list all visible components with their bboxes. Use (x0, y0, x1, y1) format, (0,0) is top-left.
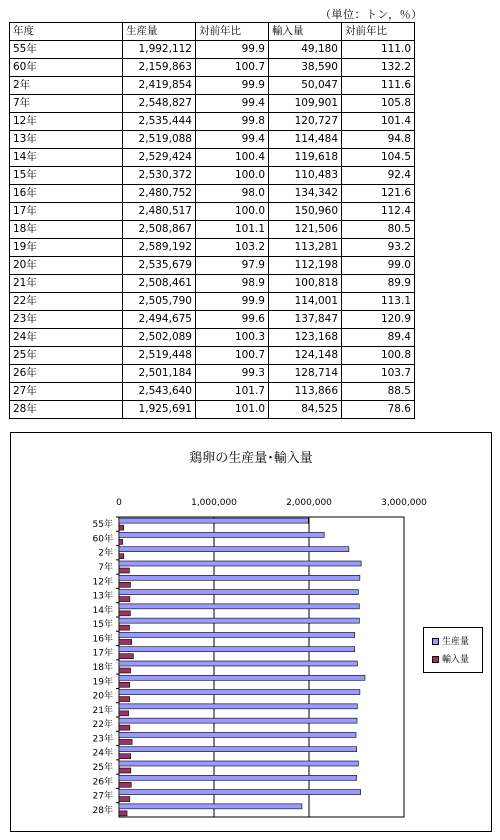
table-row (10, 401, 415, 419)
bar-import (119, 697, 130, 702)
cell-year: 7年 (10, 95, 123, 113)
bar-production (119, 790, 361, 795)
bar-chart (11, 433, 491, 831)
cell-production-yoy: 99.9 (196, 77, 269, 95)
category-label: 23年 (92, 734, 113, 745)
bar-import (119, 539, 123, 544)
bar-production (119, 761, 358, 766)
category-label: 14年 (92, 605, 113, 616)
cell-production: 2,535,444 (123, 113, 196, 131)
cell-production: 2,508,461 (123, 275, 196, 293)
cell-year: 15年 (10, 167, 123, 185)
cell-import: 109,901 (269, 95, 342, 113)
cell-import-yoy: 111.6 (342, 77, 415, 95)
cell-import: 50,047 (269, 77, 342, 95)
bar-import (119, 597, 130, 602)
category-label: 27年 (92, 791, 113, 802)
bar-production (119, 704, 357, 709)
cell-production: 2,519,448 (123, 347, 196, 365)
table-row (10, 185, 415, 203)
cell-production: 2,480,752 (123, 185, 196, 203)
category-label: 28年 (92, 805, 113, 816)
table-row (10, 149, 415, 167)
table-row (10, 239, 415, 257)
cell-production-yoy: 99.6 (196, 311, 269, 329)
cell-import-yoy: 99.0 (342, 257, 415, 275)
table-row (10, 221, 415, 239)
bar-production (119, 532, 324, 537)
table-row (10, 329, 415, 347)
bar-import (119, 725, 130, 730)
x-tick-label: 2,000,000 (286, 498, 332, 508)
bar-import (119, 639, 132, 644)
bar-import (119, 739, 132, 744)
category-label: 17年 (92, 648, 113, 659)
cell-year: 24年 (10, 329, 123, 347)
category-label: 12年 (92, 577, 113, 588)
bar-import (119, 711, 129, 716)
header-import-yoy: 対前年比 (342, 23, 415, 41)
table-row (10, 41, 415, 59)
cell-year: 28年 (10, 401, 123, 419)
bar-import (119, 782, 131, 787)
cell-import-yoy: 101.4 (342, 113, 415, 131)
cell-production: 1,925,691 (123, 401, 196, 419)
cell-import: 110,483 (269, 167, 342, 185)
cell-production-yoy: 101.1 (196, 221, 269, 239)
cell-import-yoy: 92.4 (342, 167, 415, 185)
cell-import-yoy: 94.8 (342, 131, 415, 149)
bar-import (119, 654, 133, 659)
cell-production-yoy: 99.3 (196, 365, 269, 383)
table-row (10, 59, 415, 77)
table-row (10, 293, 415, 311)
x-tick-label: 0 (116, 498, 122, 508)
cell-import-yoy: 103.7 (342, 365, 415, 383)
bar-import (119, 625, 129, 630)
cell-import-yoy: 121.6 (342, 185, 415, 203)
category-label: 25年 (92, 763, 113, 773)
cell-production-yoy: 100.0 (196, 203, 269, 221)
cell-import: 112,198 (269, 257, 342, 275)
bar-production (119, 575, 360, 580)
bar-import (119, 568, 129, 573)
cell-production: 2,419,854 (123, 77, 196, 95)
category-label: 22年 (92, 720, 113, 731)
bar-production (119, 518, 308, 523)
cell-production: 2,535,679 (123, 257, 196, 275)
unit-label: （単位：トン，％） (320, 8, 423, 21)
bar-import (119, 797, 130, 802)
cell-import: 84,525 (269, 401, 342, 419)
bar-import (119, 668, 131, 673)
legend-item-production (432, 636, 469, 648)
cell-production: 2,529,424 (123, 149, 196, 167)
bar-production (119, 675, 365, 680)
cell-import: 100,818 (269, 275, 342, 293)
cell-import-yoy: 100.8 (342, 347, 415, 365)
legend-label-import: 輸入量 (442, 655, 470, 665)
cell-import-yoy: 88.5 (342, 383, 415, 401)
cell-production: 2,505,790 (123, 293, 196, 311)
chart-legend (423, 627, 483, 673)
table-row (10, 383, 415, 401)
bar-production (119, 590, 358, 595)
bar-import (119, 768, 131, 773)
bar-production (119, 618, 359, 623)
cell-production-yoy: 98.0 (196, 185, 269, 203)
cell-year: 14年 (10, 149, 123, 167)
data-table (9, 22, 415, 419)
table-row (10, 131, 415, 149)
table-row (10, 203, 415, 221)
table-row (10, 257, 415, 275)
x-tick-label: 3,000,000 (381, 498, 427, 508)
cell-year: 12年 (10, 113, 123, 131)
cell-production-yoy: 97.9 (196, 257, 269, 275)
category-label: 21年 (92, 705, 113, 716)
cell-import-yoy: 113.1 (342, 293, 415, 311)
cell-import: 120,727 (269, 113, 342, 131)
table-body (10, 41, 415, 419)
x-tick-label: 1,000,000 (191, 498, 237, 508)
legend-item-import (432, 654, 469, 666)
cell-import-yoy: 78.6 (342, 401, 415, 419)
category-label: 16年 (92, 634, 113, 645)
header-year: 年度 (10, 23, 123, 41)
table-row (10, 311, 415, 329)
bar-import (119, 582, 130, 587)
cell-year: 20年 (10, 257, 123, 275)
table-row (10, 275, 415, 293)
chart-frame (10, 432, 492, 832)
cell-production-yoy: 99.4 (196, 95, 269, 113)
bar-production (119, 547, 349, 552)
cell-production: 2,548,827 (123, 95, 196, 113)
cell-production: 2,543,640 (123, 383, 196, 401)
cell-production: 2,530,372 (123, 167, 196, 185)
cell-import: 113,281 (269, 239, 342, 257)
cell-production: 2,519,088 (123, 131, 196, 149)
cell-year: 22年 (10, 293, 123, 311)
category-label: 19年 (92, 677, 113, 688)
cell-year: 13年 (10, 131, 123, 149)
cell-import-yoy: 80.5 (342, 221, 415, 239)
cell-import-yoy: 89.9 (342, 275, 415, 293)
cell-year: 26年 (10, 365, 123, 383)
cell-import: 124,148 (269, 347, 342, 365)
bar-production (119, 647, 355, 652)
table-row (10, 77, 415, 95)
cell-production-yoy: 100.3 (196, 329, 269, 347)
bar-import (119, 611, 130, 616)
cell-production: 2,508,867 (123, 221, 196, 239)
cell-import: 119,618 (269, 149, 342, 167)
category-label: 60年 (92, 534, 113, 545)
table-row (10, 95, 415, 113)
cell-import: 137,847 (269, 311, 342, 329)
category-label: 2年 (98, 548, 113, 559)
cell-production: 2,494,675 (123, 311, 196, 329)
cell-import-yoy: 93.2 (342, 239, 415, 257)
category-label: 24年 (92, 748, 113, 759)
bar-import (119, 811, 127, 816)
cell-production-yoy: 99.9 (196, 41, 269, 59)
legend-swatch-import (432, 656, 439, 663)
cell-production: 1,992,112 (123, 41, 196, 59)
cell-production: 2,501,184 (123, 365, 196, 383)
cell-year: 23年 (10, 311, 123, 329)
category-label: 20年 (92, 691, 113, 702)
bar-import (119, 554, 124, 559)
bar-production (119, 690, 360, 695)
cell-year: 27年 (10, 383, 123, 401)
table-row (10, 113, 415, 131)
cell-import: 134,342 (269, 185, 342, 203)
cell-year: 25年 (10, 347, 123, 365)
cell-production-yoy: 98.9 (196, 275, 269, 293)
cell-import: 38,590 (269, 59, 342, 77)
cell-year: 19年 (10, 239, 123, 257)
bar-import (119, 682, 130, 687)
cell-import-yoy: 120.9 (342, 311, 415, 329)
cell-production: 2,159,863 (123, 59, 196, 77)
cell-import-yoy: 112.4 (342, 203, 415, 221)
cell-import-yoy: 111.0 (342, 41, 415, 59)
cell-import: 121,506 (269, 221, 342, 239)
cell-production-yoy: 100.7 (196, 59, 269, 77)
cell-year: 18年 (10, 221, 123, 239)
header-production: 生産量 (123, 23, 196, 41)
category-label: 7年 (98, 563, 113, 573)
cell-production-yoy: 100.4 (196, 149, 269, 167)
category-label: 55年 (92, 520, 113, 531)
category-label: 26年 (92, 777, 113, 788)
bar-import (119, 525, 124, 530)
category-label: 15年 (92, 620, 113, 631)
table-row (10, 167, 415, 185)
cell-year: 21年 (10, 275, 123, 293)
cell-year: 16年 (10, 185, 123, 203)
legend-swatch-production (432, 638, 439, 645)
cell-import: 49,180 (269, 41, 342, 59)
cell-production-yoy: 103.2 (196, 239, 269, 257)
bar-production (119, 632, 355, 637)
cell-production: 2,502,089 (123, 329, 196, 347)
cell-production-yoy: 99.4 (196, 131, 269, 149)
cell-year: 2年 (10, 77, 123, 95)
cell-import-yoy: 104.5 (342, 149, 415, 167)
cell-production-yoy: 99.9 (196, 293, 269, 311)
cell-import: 113,866 (269, 383, 342, 401)
bar-production (119, 661, 357, 666)
cell-production-yoy: 101.7 (196, 383, 269, 401)
legend-label-production: 生産量 (442, 637, 470, 647)
cell-import: 150,960 (269, 203, 342, 221)
header-import: 輸入量 (269, 23, 342, 41)
table-row (10, 365, 415, 383)
cell-import-yoy: 89.4 (342, 329, 415, 347)
header-production-yoy: 対前年比 (196, 23, 269, 41)
cell-production-yoy: 99.8 (196, 113, 269, 131)
table-header-row (10, 23, 415, 41)
chart-title: 鶏卵の生産量･輸入量 (189, 451, 313, 466)
cell-import-yoy: 105.8 (342, 95, 415, 113)
cell-import: 114,001 (269, 293, 342, 311)
bar-production (119, 604, 359, 609)
cell-import-yoy: 132.2 (342, 59, 415, 77)
bar-production (119, 775, 357, 780)
bar-production (119, 561, 361, 566)
cell-production: 2,480,517 (123, 203, 196, 221)
bar-production (119, 804, 302, 809)
bar-production (119, 718, 357, 723)
cell-import: 128,714 (269, 365, 342, 383)
cell-production-yoy: 101.0 (196, 401, 269, 419)
cell-production-yoy: 100.7 (196, 347, 269, 365)
table-row (10, 347, 415, 365)
cell-year: 60年 (10, 59, 123, 77)
category-label: 13年 (92, 591, 113, 602)
cell-year: 17年 (10, 203, 123, 221)
cell-year: 55年 (10, 41, 123, 59)
bar-import (119, 754, 131, 759)
cell-import: 114,484 (269, 131, 342, 149)
category-label: 18年 (92, 663, 113, 673)
cell-import: 123,168 (269, 329, 342, 347)
bar-production (119, 747, 357, 752)
cell-production-yoy: 100.0 (196, 167, 269, 185)
cell-production: 2,589,192 (123, 239, 196, 257)
bar-production (119, 732, 356, 737)
